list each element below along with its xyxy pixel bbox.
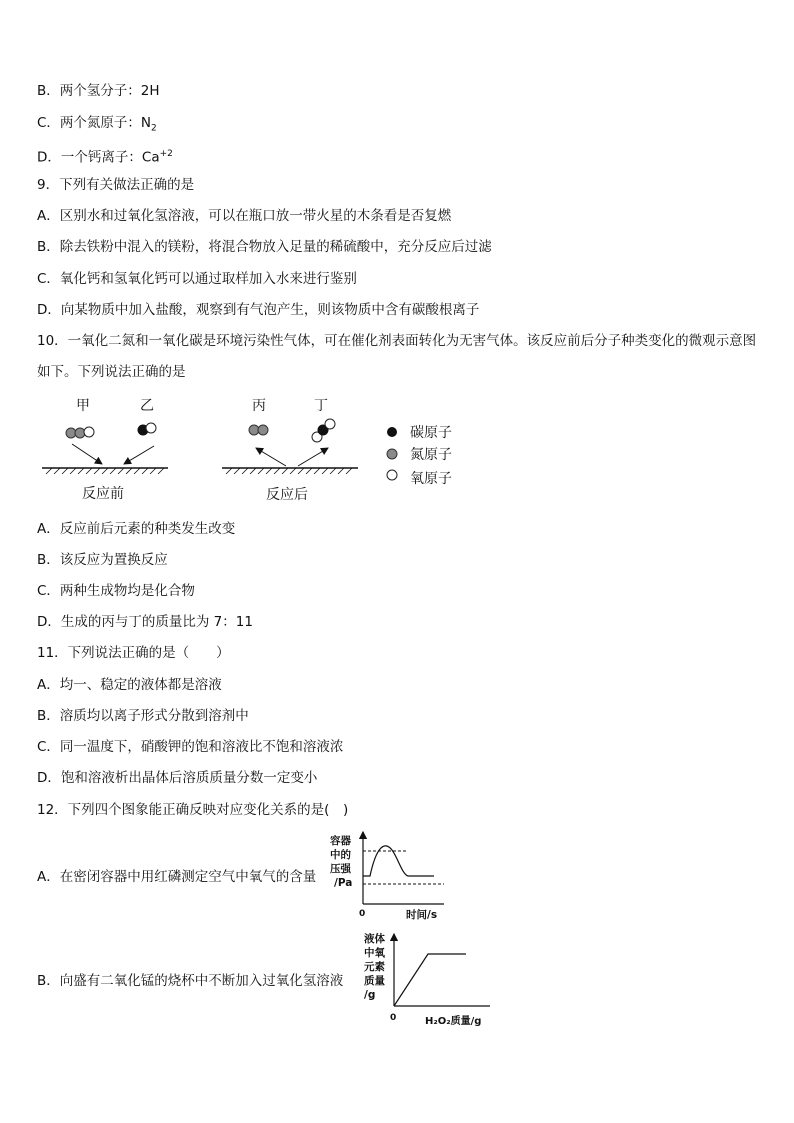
q12-option-a: A．在密闭容器中用红磷测定空气中氧气的含量 [37,869,317,885]
mass-curve [394,954,466,1006]
y-axis-label-line5: /g [364,989,376,1001]
q9-stem: 9．下列有关做法正确的是 [37,177,195,193]
surface-after [222,468,358,474]
arrow-yi [124,446,154,464]
atom-nitrogen [75,428,85,438]
arrow-bing [256,448,286,466]
q8-option-c-text: C．两个氮原子：N [37,115,152,131]
x-axis-label: H₂O₂质量/g [425,1016,482,1027]
y-axis-label-line2: 中的 [330,849,351,861]
q11-stem: 11．下列说法正确的是（ ） [37,645,230,661]
legend-nitrogen-atom [387,449,397,459]
atom-oxygen [84,427,94,437]
q10-option-c: C．两种生成物均是化合物 [37,583,195,599]
oxygen-mass-graph [360,930,494,1030]
origin-label: 0 [359,909,366,919]
q11-option-b: B．溶质均以离子形式分散到溶剂中 [37,708,249,724]
legend-carbon-label: 碳原子 [410,425,452,441]
q11-option-c: C．同一温度下，硝酸钾的饱和溶液比不饱和溶液浓 [37,739,344,755]
surface-before [42,468,168,474]
q10-molecule-diagram [30,392,470,507]
q11-option-a: A．均一、稳定的液体都是溶液 [37,677,222,693]
y-axis-label-line2: 中氧 [364,947,385,959]
q8-option-b: B．两个氢分子：2H [37,83,160,99]
y-axis-label-line1: 容器 [330,835,351,847]
q10-option-d: D．生成的丙与丁的质量比为 7：11 [37,614,253,630]
label-bing: 丙 [252,398,266,414]
label-before: 反应前 [82,486,124,502]
q10-figure [30,392,470,507]
q10-stem: 10．一氧化二氮和一氧化碳是环境污染性气体，可在催化剂表面转化为无害气体。该反应前后分子种类变化的微观示意图如下。下列说法正确的是 [37,333,757,380]
q12-graph-b [360,930,494,1030]
q8-option-c-subscript: 2 [151,123,157,134]
pressure-curve [363,846,434,876]
q8-option-d [37,145,173,167]
y-axis-label-line1: 液体 [364,933,385,945]
q8-option-d-text: D．一个钙离子：Ca [37,149,160,166]
molecule-jia [66,427,94,438]
q9-option-a: A．区别水和过氧化氢溶液，可以在瓶口放一带火星的木条看是否复燃 [37,208,452,224]
molecule-bing [249,425,268,435]
q9-option-d: D．向某物质中加入盐酸，观察到有气泡产生，则该物质中含有碳酸根离子 [37,302,480,318]
atom-oxygen [325,419,335,429]
origin-label: 0 [390,1013,397,1023]
q8-option-c [37,114,157,138]
y-axis-label-line4: /Pa [334,877,353,889]
q11-option-d: D．饱和溶液析出晶体后溶质质量分数一定变小 [37,770,318,786]
q9-option-c: C．氧化钙和氢氧化钙可以通过取样加入水来进行鉴别 [37,271,357,287]
atom-nitrogen [258,425,268,435]
label-after: 反应后 [266,487,308,503]
q10-option-b: B．该反应为置换反应 [37,552,168,568]
label-ding: 丁 [314,398,328,414]
label-jia: 甲 [76,398,90,414]
y-axis-label-line3: 元素 [364,961,385,973]
molecule-ding [312,419,335,442]
legend [387,425,452,487]
legend-nitrogen-label: 氮原子 [410,447,452,463]
q8-option-d-superscript: +2 [159,149,173,159]
label-yi: 乙 [140,398,154,414]
y-axis-label-line3: 压强 [330,863,351,875]
legend-oxygen-atom [387,470,397,480]
q12-stem: 12．下列四个图象能正确反映对应变化关系的是( ) [37,802,349,818]
q12-graph-a [326,828,450,922]
legend-oxygen-label: 氧原子 [410,471,452,487]
q12-option-b: B．向盛有二氧化锰的烧杯中不断加入过氧化氢溶液 [37,973,344,989]
x-axis-label: 时间/s [406,909,438,921]
legend-carbon-atom [387,427,397,437]
molecule-yi [138,423,156,435]
y-axis-label-line4: 质量 [364,975,385,987]
atom-oxygen [146,423,156,433]
arrow-ding [298,448,328,466]
q10-option-a: A．反应前后元素的种类发生改变 [37,521,236,537]
pressure-time-graph [326,828,450,922]
q9-option-b: B．除去铁粉中混入的镁粉，将混合物放入足量的稀硫酸中，充分反应后过滤 [37,239,492,255]
arrow-jia [72,444,102,464]
